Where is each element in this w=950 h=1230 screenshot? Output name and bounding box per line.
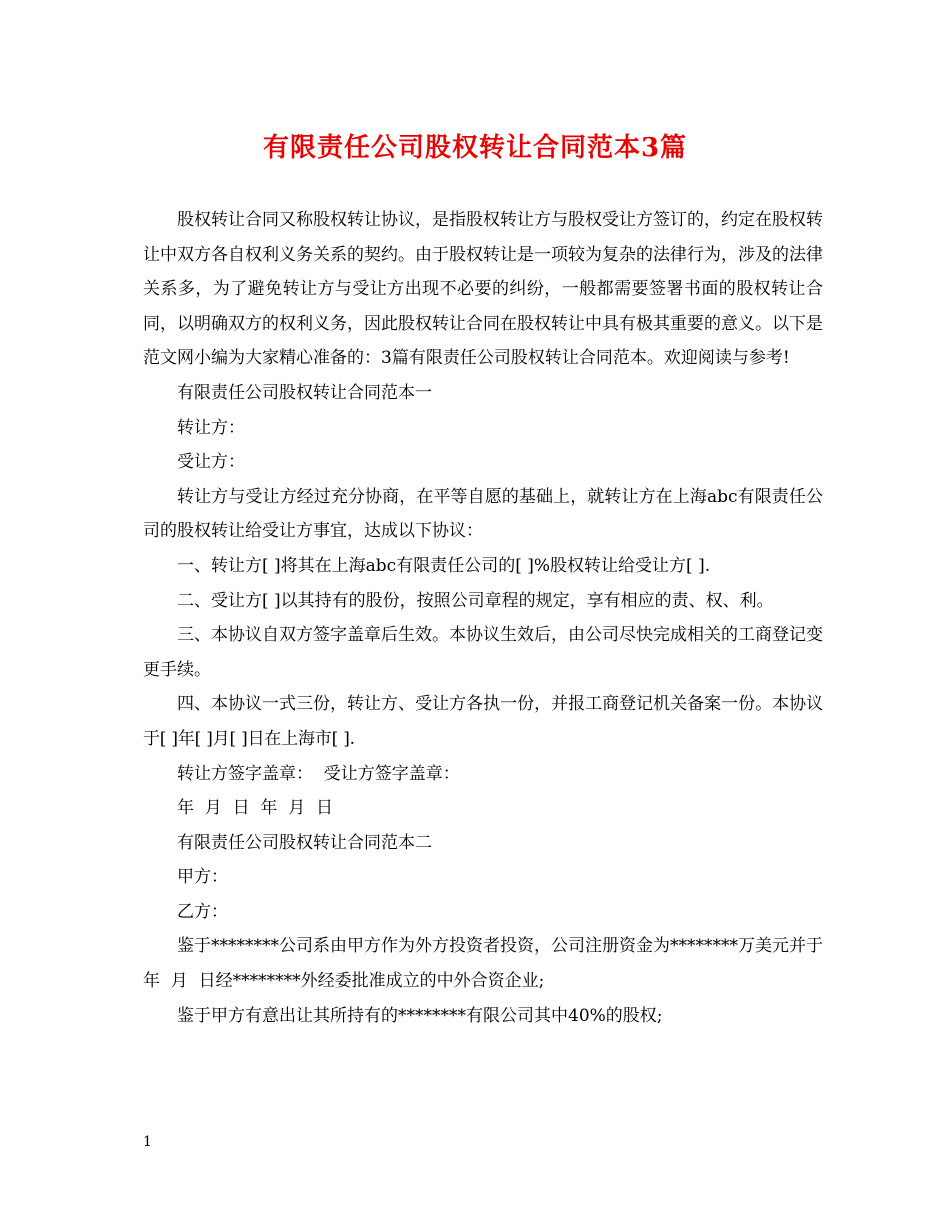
date-line: 年 月 日 年 月 日 [177,798,334,819]
clause-1: 一、转让方[ ]将其在上海abc有限责任公司的[ ]%股权转让给受让方[ ]. [177,555,711,576]
page-number: 1 [143,1134,152,1150]
clause-4: 四、本协议一式三份，转让方、受让方各执一份，并报工商登记机关备案一份。本协议于[ ]年[ ]月[ ]日在上海市[ ]. [143,694,823,749]
document-title: 有限责任公司股权转让合同范本3篇 [262,133,688,163]
whereas-clause-1: 鉴于********公司系由甲方作为外方投资者投资，公司注册资金为********万美元并于 年 月 日经********外经委批准成立的中外合资企业; [143,936,834,992]
transferee-line: 受让方： [177,452,245,473]
section-heading-1: 有限责任公司股权转让合同范本一 [177,382,432,403]
clause-3: 三、本协议自双方签字盖章后生效。本协议生效后，由公司尽快完成相关的工商登记变更手续。 [143,625,823,680]
document-body [143,203,834,1033]
transferor-line: 转让方： [177,417,245,438]
party-b-line: 乙方： [177,901,228,922]
party-a-line: 甲方： [177,867,228,888]
whereas-clause-2: 鉴于甲方有意出让其所持有的********有限公司其中40%的股权; [177,1005,663,1026]
agreement-preamble: 转让方与受让方经过充分协商，在平等自愿的基础上，就转让方在上海abc有限责任公司的股权转让给受让方事宜，达成以下协议： [143,486,823,542]
signature-line: 转让方签字盖章： 受让方签字盖章： [177,763,460,784]
section-heading-2: 有限责任公司股权转让合同范本二 [177,832,432,853]
intro-paragraph: 股权转让合同又称股权转让协议，是指股权转让方与股权受让方签订的，约定在股权转让中双方各自权利义务关系的契约。由于股权转让是一项较为复杂的法律行为，涉及的法律关系多，为了避免转让方与受让方出现不必要的纠纷，一般都需要签署书面的股权转让合同，以明确双方的权利义务，因此股权转让合同在股权转让中具有极其重要的意义。以下是范文网小编为大家精心准备的：3篇有限责任公司股权转让合同范本。欢迎阅读与参考! [143,210,823,369]
clause-2: 二、受让方[ ]以其持有的股份，按照公司章程的规定，享有相应的责、权、利。 [177,590,774,611]
